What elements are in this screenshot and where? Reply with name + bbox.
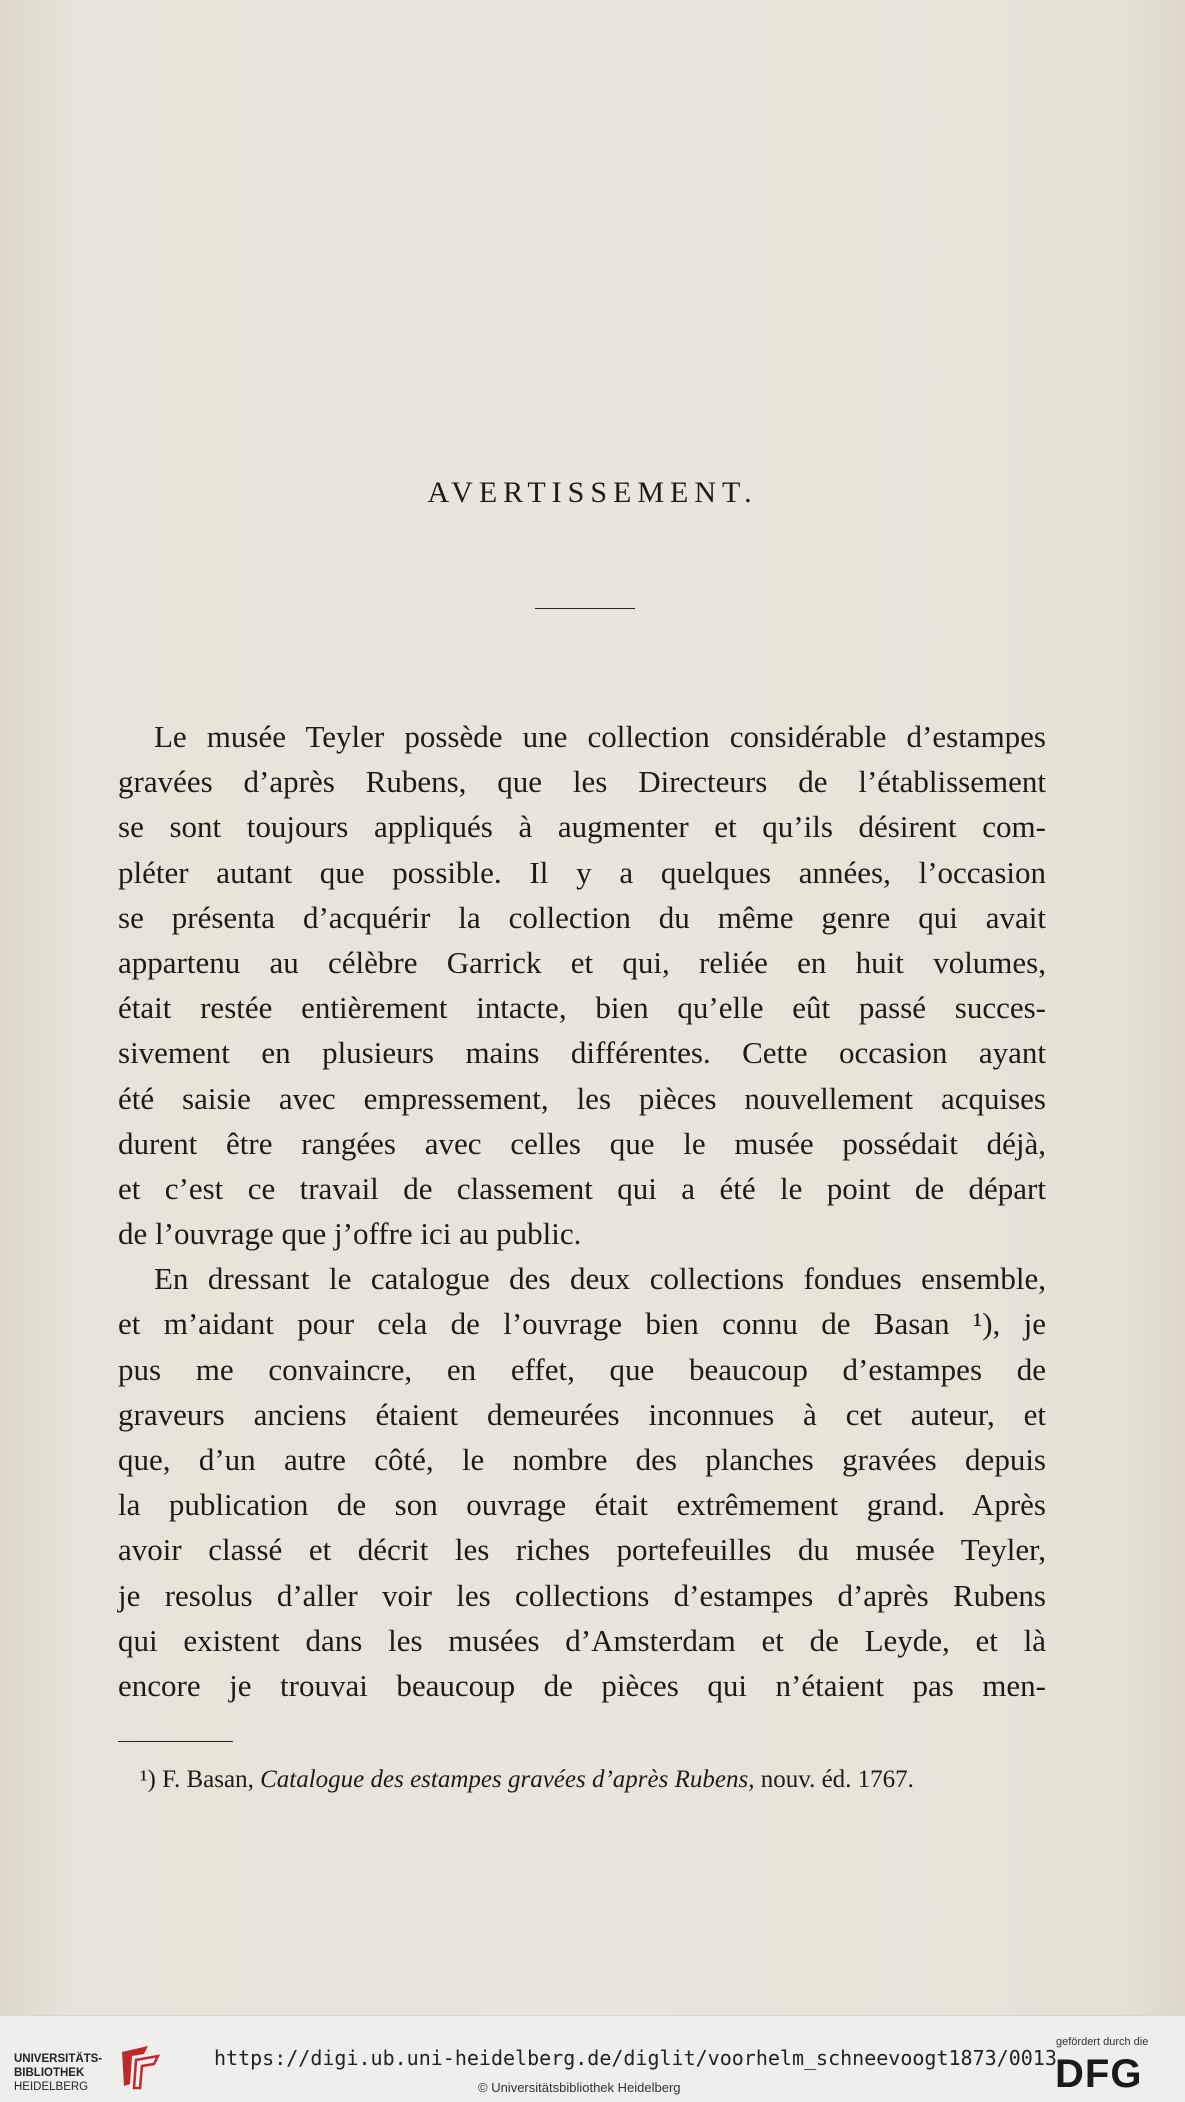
text-line: encore je trouvai beaucoup de pièces qui n’étaient pas men-: [118, 1667, 1046, 1703]
footnote-title: Catalogue des estampes gravées d’après Rubens,: [260, 1766, 755, 1793]
text-line: avoir classé et décrit les riches portefeuilles du musée Teyler,: [118, 1532, 1046, 1568]
text-line: la publication de son ouvrage était extrêmement grand. Après: [118, 1487, 1046, 1523]
text-line: appartenu au célèbre Garrick et qui, reliée en huit volumes,: [118, 944, 1046, 980]
footnote-edition: nouv. éd. 1767.: [760, 1766, 914, 1793]
text-line: En dressant le catalogue des deux collections fondues ensemble,: [154, 1261, 1046, 1297]
funding-label: gefördert durch die: [1056, 2036, 1149, 2048]
text-line: se sont toujours appliqués à augmenter et qu’ils désirent com-: [118, 809, 1046, 845]
text-line: sivement en plusieurs mains différentes. Cette occasion ayant: [118, 1035, 1046, 1071]
footnote: [140, 1766, 1040, 1794]
title-rule: [535, 608, 635, 609]
text-line: que, d’un autre côté, le nombre des planches gravées depuis: [118, 1442, 1046, 1477]
body-text: [118, 714, 1046, 1708]
text-line: pléter autant que possible. Il y a quelques années, l’occasion: [118, 854, 1046, 890]
copyright-text: © Universitätsbibliothek Heidelberg: [478, 2080, 681, 2095]
text-line: je resolus d’aller voir les collections d’estampes d’après Rubens: [118, 1577, 1046, 1613]
page-title: AVERTISSEMENT.: [427, 476, 758, 509]
footnote-rule: [118, 1741, 233, 1742]
text-line: se présenta d’acquérir la collection du même genre qui avait: [118, 899, 1046, 935]
library-name-line2: BIBLIOTHEK: [14, 2067, 85, 2079]
footnote-author: F. Basan,: [162, 1766, 254, 1793]
text-line: graveurs anciens étaient demeurées inconnues à cet auteur, et: [118, 1396, 1046, 1432]
text-line: été saisie avec empressement, les pièces nouvellement acquises: [118, 1080, 1046, 1116]
text-line: pus me convaincre, en effet, que beaucoup d’estampes de: [118, 1351, 1046, 1387]
text-line: était restée entièrement intacte, bien qu’elle eût passé succes-: [118, 990, 1046, 1026]
library-mark-icon: [118, 2044, 162, 2090]
text-line: et c’est ce travail de classement qui a été le point de départ: [118, 1170, 1046, 1206]
dfg-logo: DFG: [1055, 2052, 1143, 2096]
text-line: qui existent dans les musées d’Amsterdam et de Leyde, et là: [118, 1622, 1046, 1658]
text-line: Le musée Teyler possède une collection considérable d’estampes: [154, 719, 1046, 754]
footnote-mark: ¹): [140, 1766, 156, 1793]
library-name-line1: UNIVERSITÄTS-: [14, 2053, 103, 2065]
text-line: gravées d’après Rubens, que les Directeurs de l’établissement: [118, 764, 1046, 800]
footer-bar: [0, 2015, 1185, 2102]
text-line: et m’aidant pour cela de l’ouvrage bien connu de Basan ¹), je: [118, 1306, 1046, 1342]
page-url-link[interactable]: https://digi.ub.uni-heidelberg.de/diglit/voorhelm_schneevoogt1873/0013: [214, 2046, 1057, 2070]
text-line: durent être rangées avec celles que le musée possédait déjà,: [118, 1125, 1046, 1161]
text-line: de l’ouvrage que j’offre ici au public.: [118, 1216, 582, 1252]
library-name-line3: HEIDELBERG: [14, 2081, 89, 2093]
